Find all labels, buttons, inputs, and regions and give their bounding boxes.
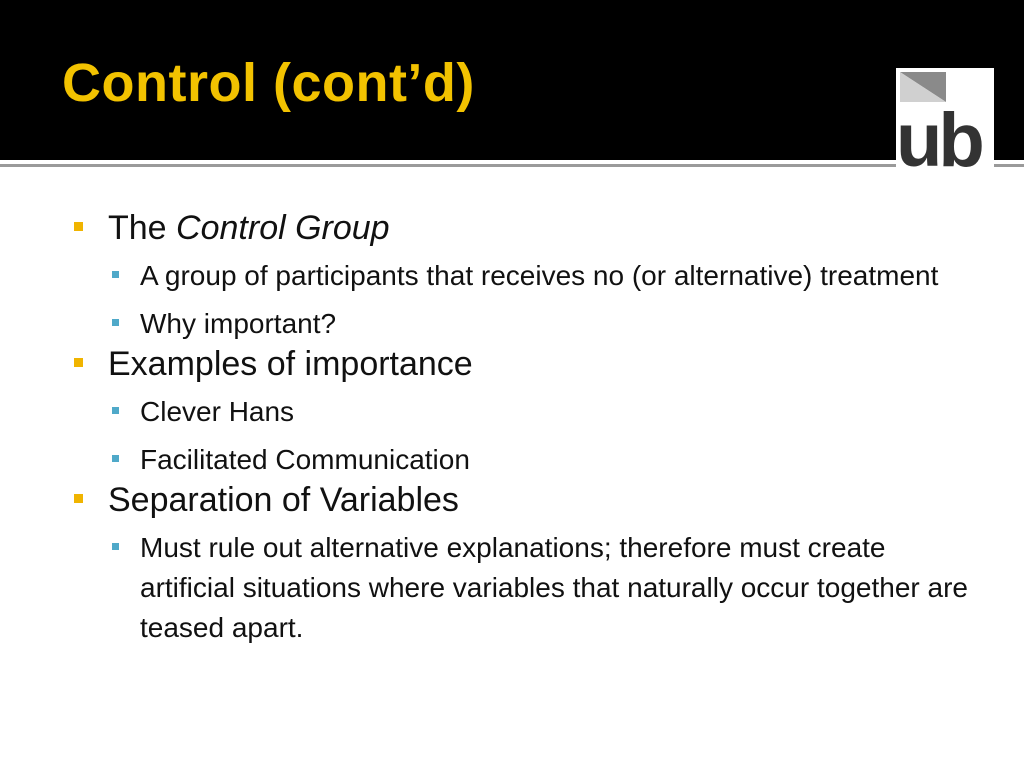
sub-bullet-text: Why important? <box>140 308 337 339</box>
square-bullet-icon <box>112 543 119 550</box>
square-bullet-icon <box>112 319 119 326</box>
sub-bullet <box>108 392 972 432</box>
bullet-text: Separation of Variables <box>108 481 459 519</box>
bullet-separation <box>72 480 972 520</box>
sub-bullet <box>108 256 972 296</box>
bullet-examples <box>72 344 972 384</box>
sub-bullet <box>108 528 972 648</box>
sub-bullet <box>108 440 972 480</box>
ub-logo <box>896 68 994 170</box>
square-bullet-icon <box>74 222 83 231</box>
sub-bullet-text: Clever Hans <box>140 396 295 427</box>
sub-bullet-text: Must rule out alternative explanations; therefore must create artificial situations where variables that naturally occur together are teased apart. <box>140 532 968 643</box>
title-divider-shadow <box>0 164 1024 167</box>
bullet-text-emphasis: Control Group <box>176 209 390 247</box>
slide-body <box>72 208 972 656</box>
bullet-control-group <box>72 208 972 248</box>
sub-bullet <box>108 304 972 344</box>
sub-bullet-text: A group of participants that receives no (or alternative) treatment <box>140 260 939 291</box>
square-bullet-icon <box>112 271 119 278</box>
slide-title: Control (cont’d) <box>62 53 475 113</box>
bullet-text: Examples of importance <box>108 345 473 383</box>
square-bullet-icon <box>74 494 83 503</box>
logo-text: ub <box>896 98 981 170</box>
title-bar <box>0 0 1024 160</box>
sub-bullet-text: Facilitated Communication <box>140 444 470 475</box>
square-bullet-icon <box>112 407 119 414</box>
ub-logo-mark <box>896 68 994 170</box>
square-bullet-icon <box>74 358 83 367</box>
bullet-text: The <box>108 209 177 247</box>
square-bullet-icon <box>112 455 119 462</box>
